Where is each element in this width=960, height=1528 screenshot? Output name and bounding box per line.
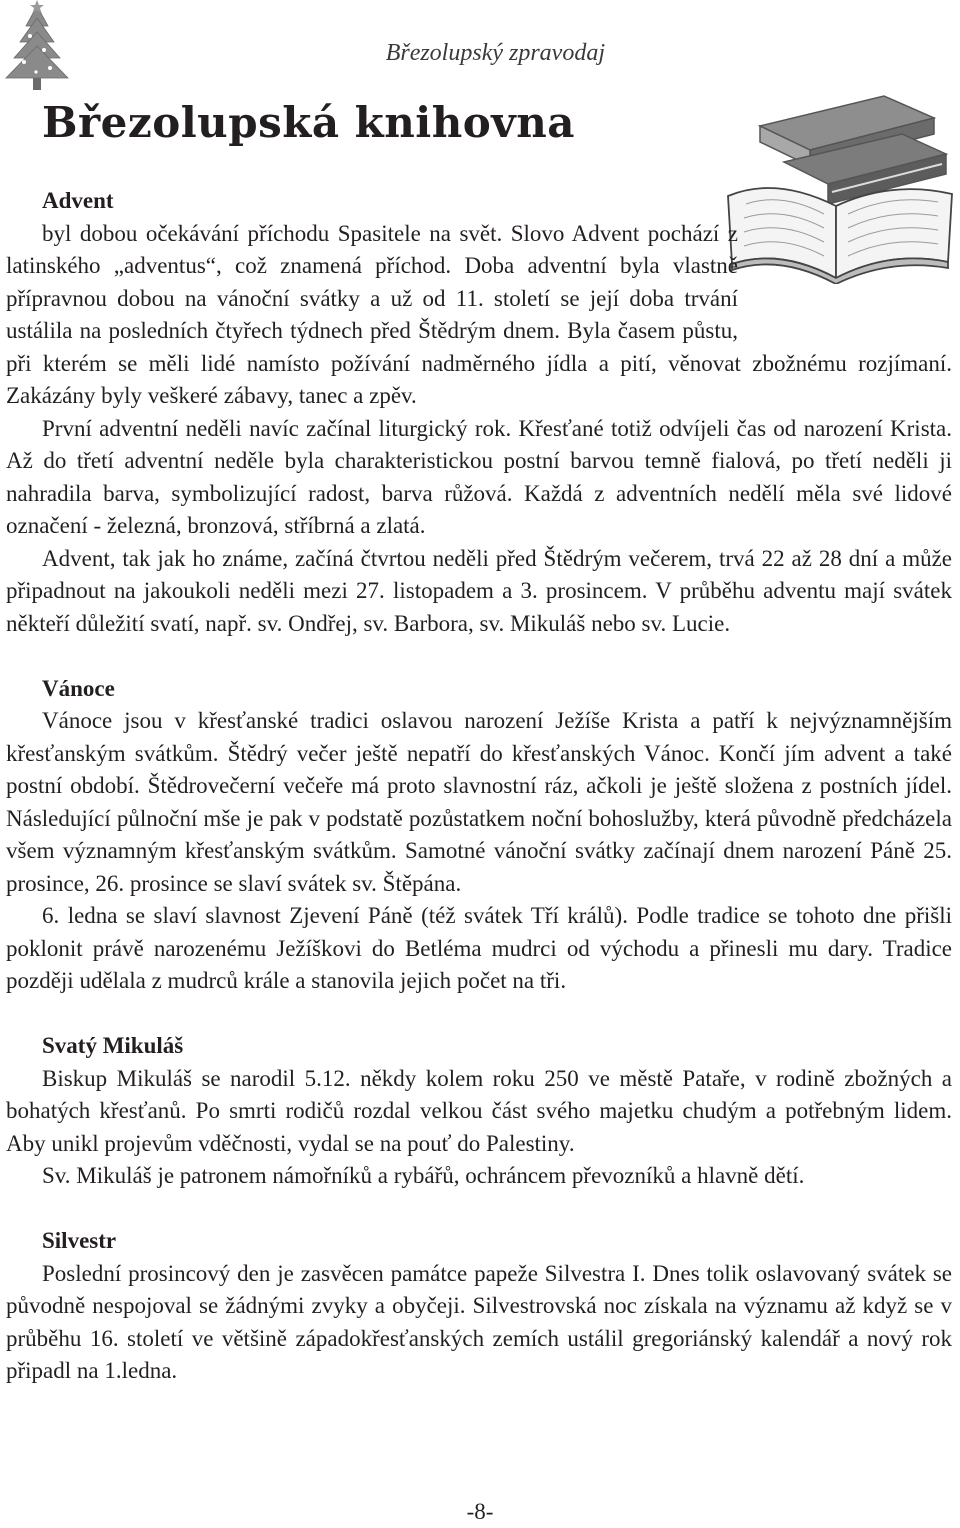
page-title: Březolupská knihovna bbox=[42, 98, 575, 147]
paragraph: Biskup Mikuláš se narodil 5.12. někdy kolem roku 250 ve městě Pataře, v rodině zbožných a bohatých křesťanů. Po smrti rodičů rozdal velkou část svého majetku chudým a potřebným lidem. Aby unikl projevům vděčnosti, vydal se na pouť do Palestiny. bbox=[6, 1065, 952, 1156]
paragraph: První adventní neděli navíc začínal liturgický rok. Křesťané totiž odvíjeli čas od narození Krista. Až do třetí adventní neděle byla charakteristickou postní barvou temně fialová, po třetí neděli ji nahradila barva, symbolizující radost, barva růžová. Každá z adventních nedělí měla své lidové označení - železná, bronzová, stříbrná a zlatá. bbox=[6, 415, 952, 538]
paragraph: byl dobou očekávání příchodu Spasitele na svět. Slovo Advent pochází z latinského „adventus“, což znamená příchod. Doba adventní byla vlastně přípravnou dobou na vánoční svátky a už od 11. století se její doba trvání ustálila na posledních čtyřech týdnech před Štědrým dnem. Byla časem půstu, při kterém se měli lidé namísto požívání nadměrného jídla a pití, věnovat zbožnému rozjímaní. Zakázány byly veškeré zábavy, tanec a zpěv. bbox=[6, 220, 952, 408]
paragraph: Poslední prosincový den je zasvěcen památce papeže Silvestra I. Dnes tolik oslavovaný svátek se původně nespojoval se žádnými zvyky a obyčeji. Silvestrovská noc získala na významu až když se v průběhu 16. století ve většině západokřesťanských zemích ustálil gregoriánský kalendář a nový rok připadl na 1.ledna. bbox=[6, 1260, 952, 1383]
article-body bbox=[6, 185, 952, 1420]
section-heading: Vánoce bbox=[42, 675, 115, 701]
running-header: Březolupský zpravodaj bbox=[385, 40, 605, 66]
section-silvestr bbox=[6, 1225, 952, 1388]
section-heading: Svatý Mikuláš bbox=[42, 1033, 184, 1058]
paragraph: 6. ledna se slaví slavnost Zjevení Páně (též svátek Tří králů). Podle tradice se tohoto dne přišli poklonit právě narozenému Ježíškovi do Betléma mudrci od východu a přinesli mu dary. Tradice později udělala z mudrců krále a stanovila jejich počet na tři. bbox=[6, 903, 952, 993]
paragraph: Sv. Mikuláš je patronem námořníků a rybářů, ochráncem převozníků a hlavně dětí. bbox=[42, 1163, 805, 1188]
section-svaty-mikulas bbox=[6, 1030, 952, 1193]
section-heading: Silvestr bbox=[42, 1228, 117, 1253]
paragraph: Advent, tak jak ho známe, začíná čtvrtou neděli před Štědrým večerem, trvá 22 až 28 dní a může připadnout na jakoukoli neděli mezi 27. listopadem a 3. prosincem. V průběhu adventu mají svátek někteří důležití svatí, např. sv. Ondřej, sv. Barbora, sv. Mikuláš nebo sv. Lucie. bbox=[6, 545, 952, 636]
page-number: -8- bbox=[466, 1499, 494, 1524]
paragraph: Vánoce jsou v křesťanské tradici oslavou narození Ježíše Krista a patří k nejvýznamnějším křesťanským svátkům. Štědrý večer ještě nepatří do křesťanských Vánoc. Končí jím advent a také postní období. Štědrovečerní večeře má proto slavnostní ráz, ačkoli je ještě složena z postních jídel. Následující půlnoční mše je pak v podstatě pozůstatkem noční bohoslužby, která původně předcházela všem významným křesťanským svátkům. Samotné vánoční svátky začínají dnem narození Páně 25. prosince, 26. prosince se slaví svátek sv. Štěpána. bbox=[6, 708, 952, 896]
christmas-tree-icon bbox=[0, 0, 74, 96]
section-heading: Advent bbox=[42, 188, 114, 213]
section-vanoce bbox=[6, 673, 952, 998]
